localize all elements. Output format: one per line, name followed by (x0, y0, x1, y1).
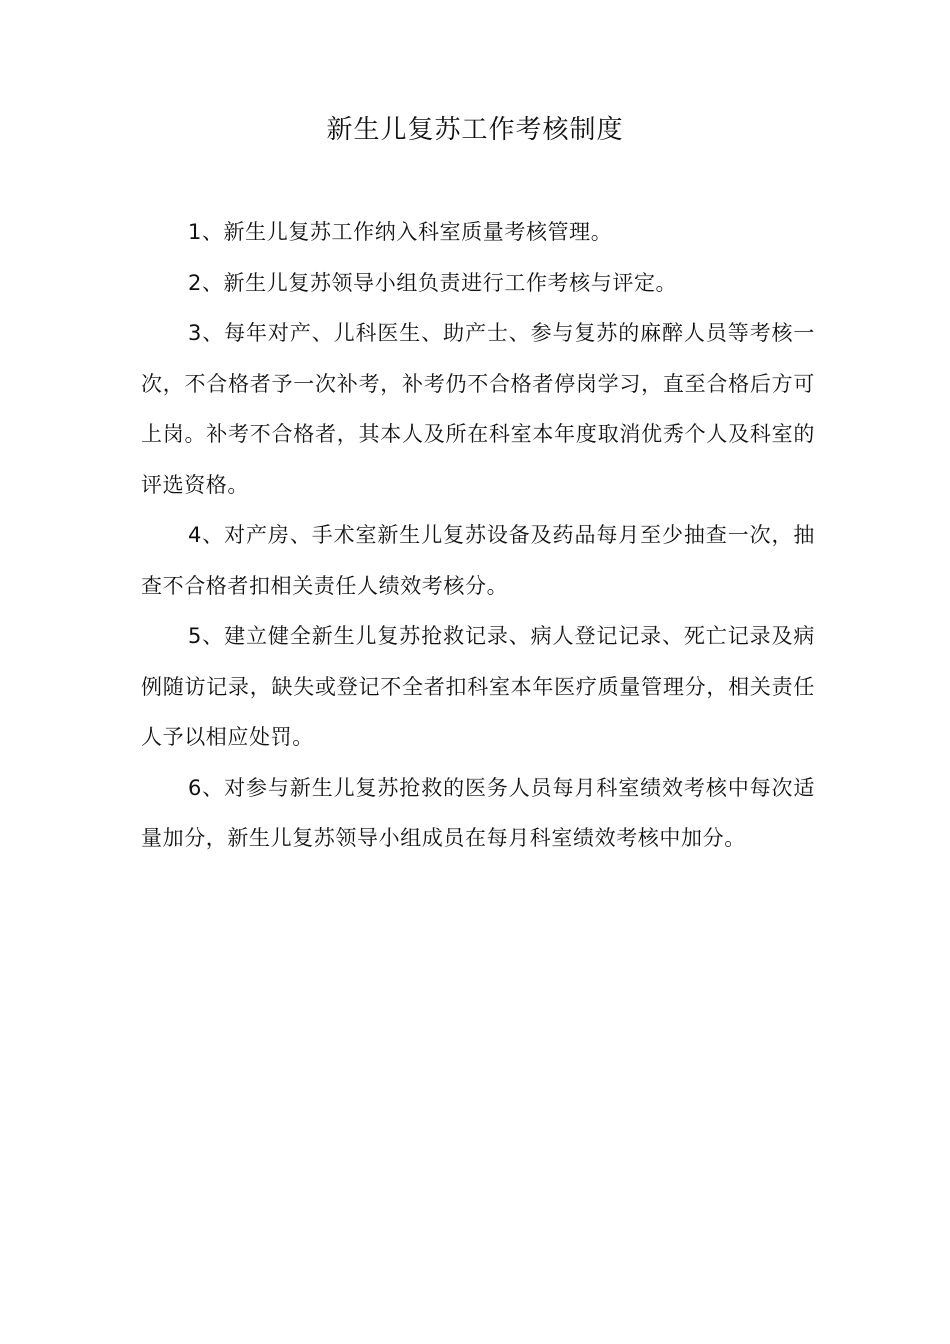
paragraph-5: 5、建立健全新生儿复苏抢救记录、病人登记记录、死亡记录及病例随访记录，缺失或登记不全者扣科室本年医疗质量管理分，相关责任人予以相应处罚。 (141, 624, 815, 749)
paragraph-2: 2、新生儿复苏领导小组负责进行工作考核与评定。 (188, 270, 678, 295)
paragraph-6: 6、对参与新生儿复苏抢救的医务人员每月科室绩效考核中每次适量加分，新生儿复苏领导小组成员在每月科室绩效考核中加分。 (141, 775, 815, 850)
paragraph-4: 4、对产房、手术室新生儿复苏设备及药品每月至少抽查一次，抽查不合格者扣相关责任人绩效考核分。 (141, 523, 815, 598)
document-title: 新生儿复苏工作考核制度 (326, 115, 624, 145)
document-body (141, 207, 815, 864)
paragraph-1: 1、新生儿复苏工作纳入科室质量考核管理。 (188, 220, 613, 244)
paragraph-3: 3、每年对产、儿科医生、助产士、参与复苏的麻醉人员等考核一次，不合格者予一次补考，补考仍不合格者停岗学习，直至合格后方可上岗。补考不合格者，其本人及所在科室本年度取消优秀个人及科室的评选资格。 (141, 321, 815, 497)
